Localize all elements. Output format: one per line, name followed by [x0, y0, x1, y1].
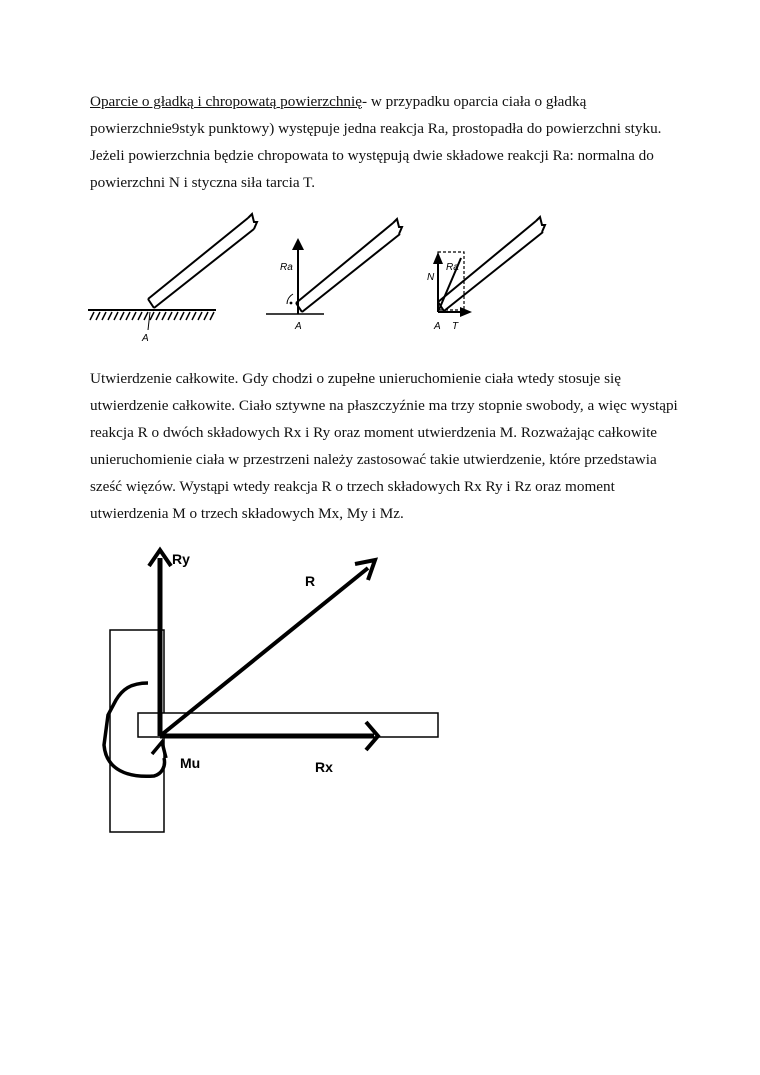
label-mu: Mu: [180, 755, 201, 771]
label-rx: Rx: [315, 759, 333, 775]
figure-fixed-support: [100, 540, 450, 840]
arrow-ra-head: [292, 238, 304, 250]
label-r: R: [305, 573, 316, 589]
label-ry: Ry: [172, 551, 190, 567]
section2-paragraph: Utwierdzenie całkowite. Gdy chodzi o zupełne unieruchomienie ciała wtedy stosuje się utwierdzenie całkowite. Ciało sztywne na płaszczyźnie ma trzy stopnie swobody, a więc wystąpi reakcja R o dwóch składowych Rx i Ry oraz moment utwierdzenia M. Rozważając całkowite unieruchomienie ciała w przestrzeni należy zastosować takie utwierdzenie, które przedstawia sześć więzów. Wystąpi wtedy reakcja R o trzech składowych Rx Ry i Rz oraz moment utwierdzenia M o trzech składowych Mx, My i Mz.: [90, 370, 678, 522]
ground-hatching: [90, 312, 214, 320]
section1-heading: Oparcie o gładką i chropowatą powierzchnię: [90, 93, 362, 110]
label-n: N: [427, 272, 435, 283]
arrow-r: [160, 568, 368, 736]
label-ra-3: Ra: [446, 262, 459, 273]
label-t: T: [452, 321, 459, 332]
bar-2: [296, 219, 402, 312]
label-a-2: A: [295, 321, 302, 332]
section1-paragraph: [90, 88, 690, 196]
panel-ground-contact: [88, 214, 257, 330]
section1-body: - w przypadku oparcia ciała o gładką powierzchnie9styk punktowy) występuje jedna reakcja Ra, prostopadła do powierzchni styku. Jeżeli powierzchnia będzie chropowata to występują dwie składowe reakcji Ra: normalna do powierzchni N i styczna siła tarcia T.: [90, 93, 662, 191]
figure-contact-supports: [88, 208, 558, 348]
label-a-3: A: [434, 321, 441, 332]
bar-1: [148, 214, 257, 308]
label-ra-2: Ra: [280, 262, 293, 273]
label-a-1: A: [142, 333, 149, 344]
